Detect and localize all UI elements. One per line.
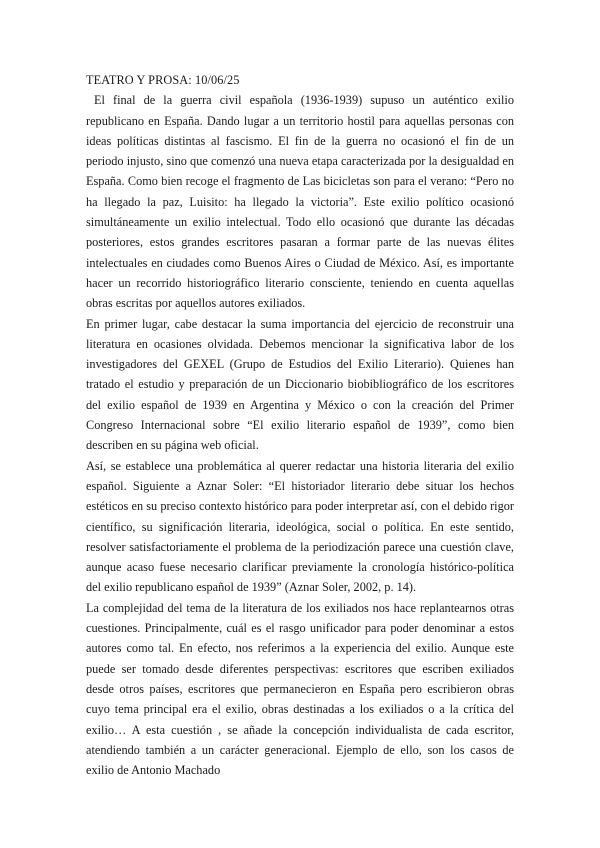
paragraph-complejidad: La complejidad del tema de la literatura de los exiliados nos hace replantearnos otras cuestiones. Principalmente, cuál es el rasgo unificador para poder denominar a estos autores como tal. En efecto, nos referimos a la experiencia del exilio. Aunque este puede ser tomado desde diferentes perspectivas: escritores que escriben exiliados desde otros países, escritores que permanecieron en España pero escribieron obras cuyo tema principal era el exilio, obras destinadas a los exiliados o a la crítica del exilio… A esta cuestión , se añade la concepción individualista de cada escritor, atendiendo también a un carácter generacional. Ejemplo de ello, son los casos de exilio de Antonio Machado xyxy=(86,600,514,778)
paragraph-gexel: En primer lugar, cabe destacar la suma importancia del ejercicio de reconstruir una literatura en ocasiones olvidada. Debemos mencionar la significativa labor de los investigadores del GEXEL (Grupo de Estudios del Exilio Literario). Quienes han tratado el estudio y preparación de un Diccionario biobibliográfico de los escritores del exilio español de 1939 en Argentina y México o con la creación del Primer Congreso Internacional sobre “El exilio literario español de 1939”, como bien describen en su página web oficial. xyxy=(86,316,514,453)
document-title: TEATRO Y PROSA: 10/06/25 xyxy=(86,73,240,87)
paragraph-aznar-soler: Así, se establece una problemática al querer redactar una historia literaria del exilio español. Siguiente a Aznar Soler: “El historiador literario debe situar los hechos estéticos en su preciso contexto histórico para poder interpretar así, con el debido rigor científico, su significación literaria, ideológica, social o política. En este sentido, resolver satisfactoriamente el problema de la periodización parece una cuestión clave, aunque acaso fuese necesario clarificar previamente la cronología histórico-política del exilio republicano español de 1939” (Aznar Soler, 2002, p. 14). xyxy=(86,458,514,595)
paragraph-intro: El final de la guerra civil española (1936-1939) supuso un auténtico exilio republicano en España. Dando lugar a un territorio hostil para aquellas personas con ideas políticas distintas al fascismo. El fin de la guerra no ocasionó el fin de un periodo injusto, sino que comenzó una nueva etapa caracterizada por la desigualdad en España. Como bien recoge el fragmento de Las bicicletas son para el verano: “Pero no ha llegado la paz, Luisito: ha llegado la victoria”. Este exilio político ocasionó simultáneamente un exilio intelectual. Todo ello ocasionó que durante las décadas posteriores, estos grandes escritores pasaran a formar parte de las nuevas élites intelectuales en ciudades como Buenos Aires o Ciudad de México. Así, es importante hacer un recorrido historiográfico literario consciente, teniendo en cuenta aquellas obras escritas por aquellos autores exiliados. xyxy=(86,93,514,311)
document-page xyxy=(86,70,514,780)
